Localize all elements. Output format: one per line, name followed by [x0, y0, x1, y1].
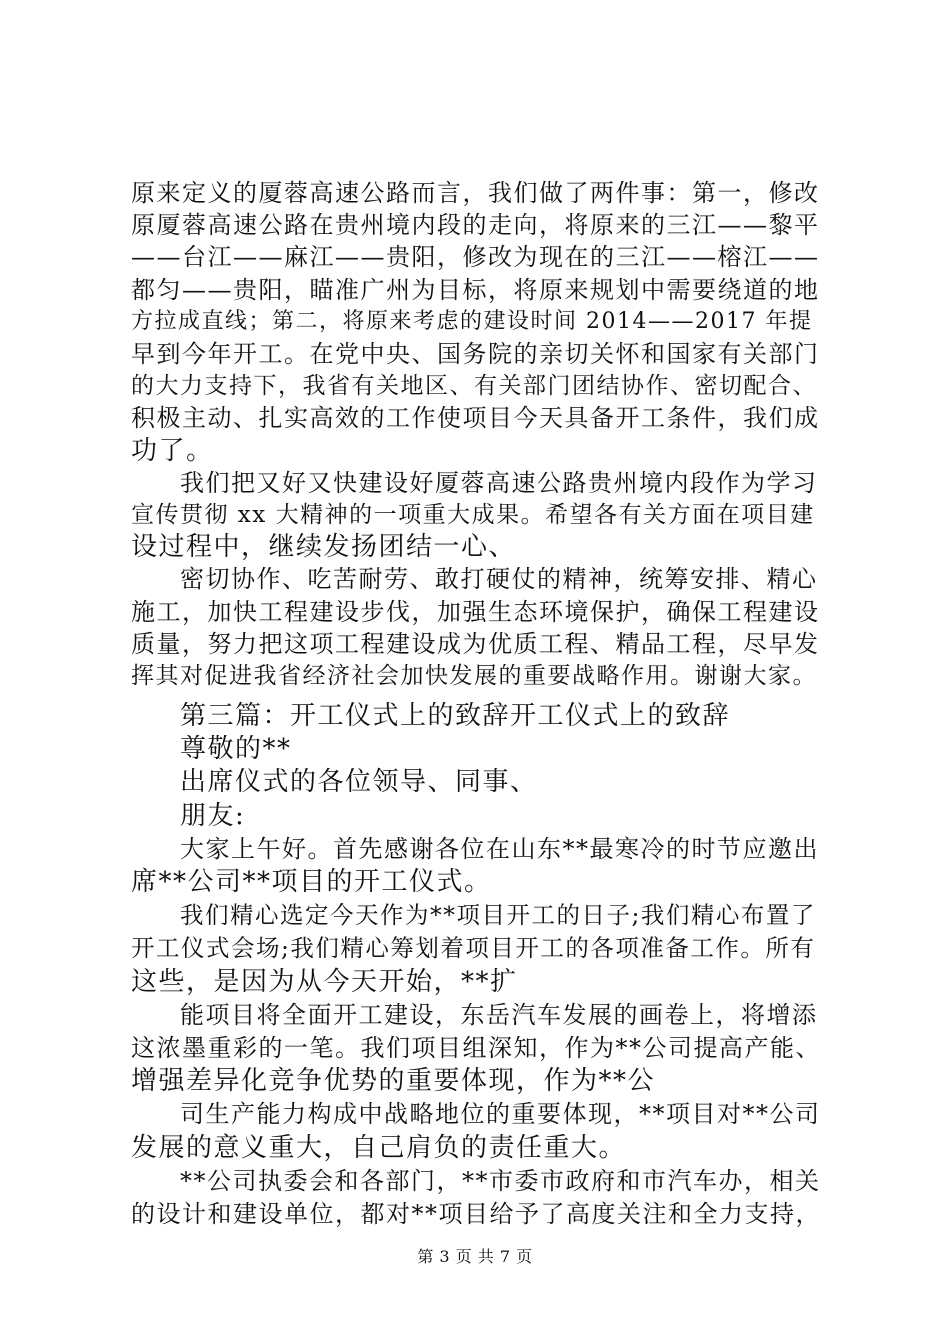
text-line: 开工仪式会场;我们精心筹划着项目开工的各项准备工作。所有 — [131, 934, 816, 962]
paragraph-start-line: 我们把又好又快建设好厦蓉高速公路贵州境内段作为学习 — [180, 469, 818, 497]
text-line: 施工，加快工程建设步伐，加强生态环境保护，确保工程建设 — [131, 598, 820, 626]
paragraph-start-line: 密切协作、吃苦耐劳、敢打硬仗的精神，统筹安排、精心 — [180, 565, 818, 593]
paragraph-start-line: 我们精心选定今天作为**项目开工的日子;我们精心布置了 — [180, 901, 816, 929]
text-line: 宣传贯彻 xx 大精神的一项重大成果。希望各有关方面在项目建 — [131, 502, 815, 528]
text-line: 席**公司**项目的开工仪式。 — [131, 867, 492, 897]
text-line: 都匀——贵阳，瞄准广州为目标，将原来规划中需要绕道的地 — [131, 276, 820, 304]
text-line: 增强差异化竞争优势的重要体现，作为**公 — [131, 1066, 656, 1096]
text-line: 设过程中，继续发扬团结一心、 — [131, 532, 517, 562]
page-number-footer: 第 3 页 共 7 页 — [417, 1247, 533, 1266]
text-line: 这些，是因为从今天开始，**扩 — [131, 967, 518, 997]
salutation-line: 出席仪式的各位领导、同事、 — [180, 767, 538, 797]
paragraph-start-line: **公司执委会和各部门，**市委市政府和市汽车办，相关 — [180, 1167, 821, 1195]
text-line: 的大力支持下，我省有关地区、有关部门团结协作、密切配合、 — [131, 373, 817, 399]
paragraph-start-line: 大家上午好。首先感谢各位在山东**最寒冷的时节应邀出 — [180, 835, 819, 863]
text-line: 发展的意义重大，自己肩负的责任重大。 — [131, 1133, 627, 1163]
text-line: 积极主动、扎实高效的工作使项目今天具备开工条件，我们成 — [131, 404, 820, 432]
text-line: ——台江——麻江——贵阳，修改为现在的三江——榕江—— — [131, 243, 820, 271]
salutation-line: 朋友: — [180, 801, 246, 831]
text-line: 挥其对促进我省经济社会加快发展的重要战略作用。谢谢大家。 — [131, 663, 817, 689]
text-line: 的设计和建设单位，都对**项目给予了高度关注和全力支持， — [131, 1200, 821, 1228]
text-line: 原来定义的厦蓉高速公路而言，我们做了两件事：第一，修改 — [131, 179, 820, 207]
paragraph-start-line: 能项目将全面开工建设，东岳汽车发展的画卷上，将增添 — [180, 1001, 818, 1029]
salutation-line: 尊敬的** — [180, 734, 292, 764]
text-line: 这浓墨重彩的一笔。我们项目组深知，作为**公司提高产能、 — [131, 1034, 821, 1062]
text-line: 早到今年开工。在党中央、国务院的亲切关怀和国家有关部门 — [131, 340, 820, 368]
text-line: 功了。 — [131, 436, 214, 466]
text-line: 原厦蓉高速公路在贵州境内段的走向，将原来的三江——黎平 — [131, 211, 820, 239]
text-line: 质量，努力把这项工程建设成为优质工程、精品工程，尽早发 — [131, 630, 820, 658]
paragraph-start-line: 司生产能力构成中战略地位的重要体现，**项目对**公司 — [180, 1100, 821, 1128]
text-line: 方拉成直线；第二，将原来考虑的建设时间 2014——2017 年提 — [131, 309, 813, 334]
section-heading: 第三篇：开工仪式上的致辞开工仪式上的致辞 — [180, 701, 731, 731]
